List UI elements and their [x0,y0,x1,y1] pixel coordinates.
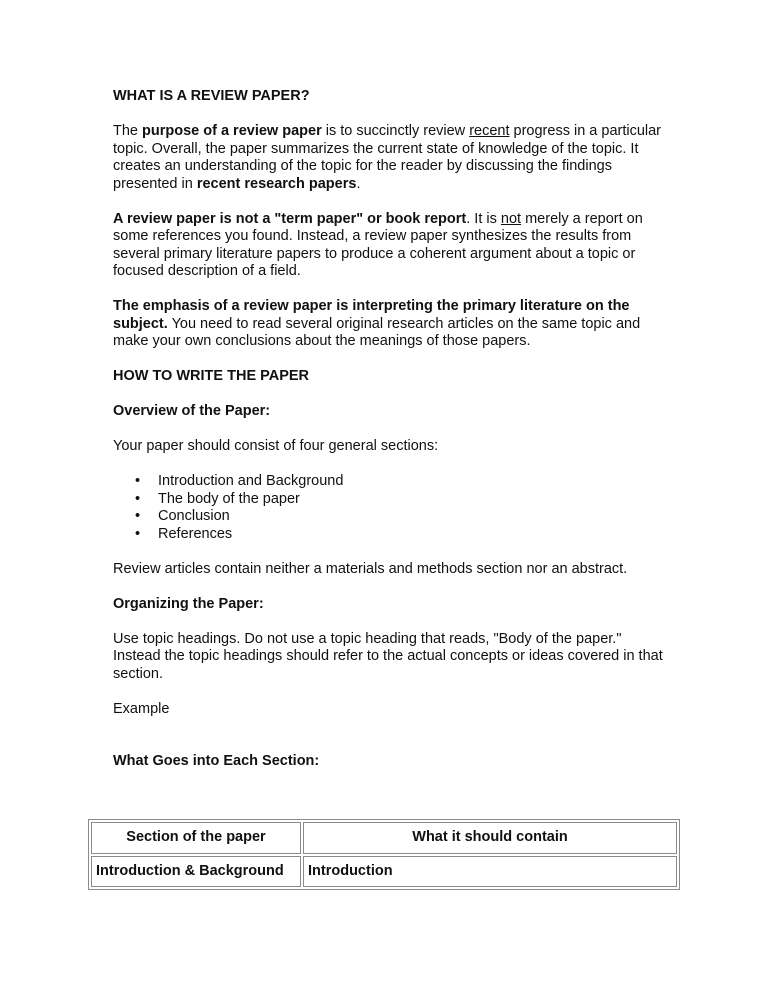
paragraph-purpose [113,123,673,193]
organizing-text: Use topic headings. Do not use a topic heading that reads, "Body of the paper." Instead the topic headings should refer to the actual concepts or ideas covered in that section. [113,630,663,682]
heading-what-is-review-paper: WHAT IS A REVIEW PAPER? [113,88,310,104]
heading-how-to-write: HOW TO WRITE THE PAPER [113,368,310,384]
list-item [113,491,673,509]
text: . It is [466,210,501,227]
underline-recent: recent [469,123,510,139]
text: merely a report on some references you found. Instead, a review paper synthesizes the results from several primary literature papers to produce a coherent argument about a topic or focused description of a field. [113,210,643,279]
list-item-label: References [158,525,233,542]
bullet-icon: • [135,473,141,489]
bullet-icon: • [135,525,141,542]
document-page [113,88,673,771]
paragraph-emphasis [113,298,673,351]
text: . [356,175,361,192]
text: progress in a particular topic. Overall, the paper summarizes the current state of knowledge of the topic. It creates an understanding of the topic for the reader by discussing the findings presented in [113,123,662,192]
example-label: Example [113,700,170,717]
table-header-contents: What it should contain [303,822,677,854]
heading-organizing: Organizing the Paper: [113,595,264,612]
heading-what-goes-into-each-section: What Goes into Each Section: [113,753,320,769]
review-articles-note: Review articles contain neither a materials and methods section nor an abstract. [113,560,628,577]
list-item [113,473,673,491]
bold-purpose: purpose of a review paper [142,123,322,139]
overview-intro: Your paper should consist of four general sections: [113,438,439,454]
bullet-icon: • [135,508,141,524]
heading-overview: Overview of the Paper: [113,403,271,419]
bullet-icon: • [135,490,141,507]
underline-not: not [500,210,522,227]
sections-bullet-list [113,473,673,543]
bold-recent-research-papers: recent research papers [196,175,357,192]
text: is to succinctly review [321,123,470,139]
text: You need to read several original research articles on the same topic and make your own conclusions about the meanings of those papers. [113,315,641,349]
list-item [113,508,673,526]
list-item-label: Conclusion [158,508,230,524]
sections-table [88,819,680,890]
list-item-label: Introduction and Background [158,473,344,489]
list-item [113,526,673,544]
table-header-section: Section of the paper [91,822,301,854]
bold-emphasis: The emphasis of a review paper is interpreting the primary literature on the subject. [113,298,630,332]
table-row [91,856,677,888]
table-header-row [91,822,677,854]
paragraph-not-term-paper [113,211,673,281]
list-item-label: The body of the paper [158,490,300,507]
text: The [113,123,143,139]
table-cell-section: Introduction & Background [91,856,301,888]
bold-not-term-paper: A review paper is not a "term paper" or book report [113,210,467,227]
table-cell-contents: Introduction [303,856,677,888]
